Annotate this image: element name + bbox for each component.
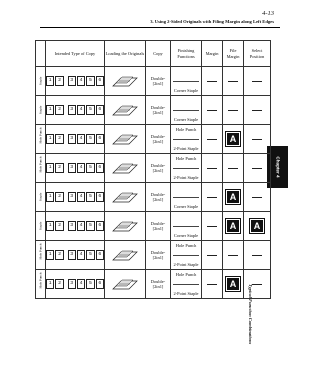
page-box: 5 xyxy=(86,250,94,260)
finishing-divider xyxy=(173,81,199,82)
dash xyxy=(252,110,262,111)
copy-mode-label: Double- [2in1] xyxy=(150,104,166,115)
copy-mode-label: Double- [2in1] xyxy=(150,133,166,144)
feeder-icon xyxy=(111,101,139,119)
finishing-bottom: Corner Staple xyxy=(173,232,199,238)
dash xyxy=(207,110,217,111)
page-box: 2 xyxy=(55,105,63,115)
select-position-cell xyxy=(244,183,271,212)
table-row xyxy=(36,154,271,183)
copy-mode-label: Double- [2in1] xyxy=(150,75,166,86)
select-position-cell xyxy=(244,212,271,241)
file-margin-icon: A xyxy=(225,218,241,234)
loading-originals-cell xyxy=(105,241,146,270)
header-rule xyxy=(40,27,280,28)
page-box: 3 xyxy=(68,105,76,115)
page-number: 4-13 xyxy=(262,10,274,17)
file-margin-cell xyxy=(223,154,244,183)
copy-mode-cell xyxy=(146,241,171,270)
margin-cell xyxy=(202,125,223,154)
intended-header: Intended Type of Copy xyxy=(46,41,105,67)
page-box: 5 xyxy=(86,192,94,202)
select-position-icon: A xyxy=(249,218,265,234)
page-box: 4 xyxy=(77,250,85,260)
loading-originals-cell xyxy=(105,212,146,241)
page-box: 3 xyxy=(68,192,76,202)
loading-originals-cell xyxy=(105,270,146,299)
margin-cell xyxy=(202,212,223,241)
table-row xyxy=(36,241,271,270)
page-box: 5 xyxy=(86,134,94,144)
copy-mode-cell xyxy=(146,125,171,154)
page-box: 2 xyxy=(55,192,63,202)
file-margin-cell xyxy=(223,96,244,125)
file-margin-cell xyxy=(223,212,244,241)
row-side-label: Hole Punch xyxy=(36,270,46,299)
finishing-bottom: Corner Staple xyxy=(173,203,199,209)
page-box: 1 xyxy=(46,76,54,86)
select-position-cell xyxy=(244,67,271,96)
finishing-bottom: 2-Point Staple xyxy=(173,145,199,151)
finishing-divider xyxy=(173,168,199,169)
page-box: 4 xyxy=(77,163,85,173)
page-box: 5 xyxy=(86,279,94,289)
dash xyxy=(228,255,238,256)
feeder-icon xyxy=(111,217,139,235)
page-box: 1 xyxy=(46,163,54,173)
page-box: 3 xyxy=(68,134,76,144)
finishing-cell xyxy=(171,125,202,154)
page-box: 5 xyxy=(86,163,94,173)
intended-copy-illustration xyxy=(46,183,105,212)
page-box: 3 xyxy=(68,163,76,173)
finishing-cell xyxy=(171,241,202,270)
page-box: 1 xyxy=(46,250,54,260)
page-box: 3 xyxy=(68,279,76,289)
copy-mode-label: Double- [2in1] xyxy=(150,278,166,289)
page-box: 4 xyxy=(77,221,85,231)
loading-originals-cell xyxy=(105,125,146,154)
section-title: 3. Using 2-Sided Originals with Filing Margin along Left Edges xyxy=(150,19,274,24)
finishing-top: Hole Punch xyxy=(175,243,197,248)
select-position-cell xyxy=(244,241,271,270)
copy-mode-cell xyxy=(146,183,171,212)
finishing-cell xyxy=(171,154,202,183)
side-section-label: Typical Function Combinations xyxy=(248,284,253,345)
page-box: 5 xyxy=(86,76,94,86)
finishing-divider xyxy=(173,139,199,140)
page-box: 2 xyxy=(55,221,63,231)
copy-mode-label: Double- [2in1] xyxy=(150,191,166,202)
margin-cell xyxy=(202,67,223,96)
page-box: 6 xyxy=(96,76,104,86)
copy-mode-label: Double- [2in1] xyxy=(150,220,166,231)
finishing-divider xyxy=(173,284,199,285)
select-position-cell xyxy=(244,270,271,299)
file-margin-icon: A xyxy=(225,276,241,292)
page-box: 4 xyxy=(77,192,85,202)
page-box: 4 xyxy=(77,105,85,115)
feeder-icon xyxy=(111,72,139,90)
file-margin-header: File Margin xyxy=(223,41,244,67)
finishing-divider xyxy=(173,197,199,198)
intended-copy-illustration xyxy=(46,212,105,241)
page-box: 3 xyxy=(68,221,76,231)
row-side-label: Hole Punch xyxy=(36,125,46,154)
table-row xyxy=(36,183,271,212)
finishing-bottom: 2-Point Staple xyxy=(173,261,199,267)
margin-cell xyxy=(202,241,223,270)
page-box: 6 xyxy=(96,279,104,289)
finishing-cell xyxy=(171,212,202,241)
copy-mode-label: Double- [2in1] xyxy=(150,162,166,173)
copy-mode-cell xyxy=(146,67,171,96)
copy-mode-cell xyxy=(146,154,171,183)
row-side-label: Staple xyxy=(36,96,46,125)
feeder-icon xyxy=(111,159,139,177)
finishing-top: Hole Punch xyxy=(175,272,197,277)
dash xyxy=(207,168,217,169)
margin-cell xyxy=(202,96,223,125)
page-box: 1 xyxy=(46,134,54,144)
file-margin-cell xyxy=(223,241,244,270)
table-row xyxy=(36,67,271,96)
dash xyxy=(252,255,262,256)
finishing-divider xyxy=(173,255,199,256)
dash xyxy=(207,284,217,285)
page-box: 2 xyxy=(55,250,63,260)
finishing-bottom: 2-Point Staple xyxy=(173,290,199,296)
dash xyxy=(228,81,238,82)
dash xyxy=(252,168,262,169)
finishing-divider xyxy=(173,110,199,111)
copy-mode-label: Double- [2in1] xyxy=(150,249,166,260)
table-row xyxy=(36,212,271,241)
page-box: 6 xyxy=(96,163,104,173)
copy-mode-cell xyxy=(146,212,171,241)
loading-originals-cell xyxy=(105,154,146,183)
dash xyxy=(252,139,262,140)
page-box: 6 xyxy=(96,105,104,115)
file-margin-icon: A xyxy=(225,131,241,147)
copy-mode-cell xyxy=(146,270,171,299)
dash xyxy=(252,284,262,285)
intended-copy-illustration xyxy=(46,270,105,299)
dash xyxy=(252,197,262,198)
select-position-cell xyxy=(244,125,271,154)
finishing-cell xyxy=(171,183,202,212)
dash xyxy=(207,226,217,227)
copy-header: Copy xyxy=(146,41,171,67)
finishing-cell xyxy=(171,270,202,299)
finishing-top: Hole Punch xyxy=(175,127,197,132)
file-margin-icon: A xyxy=(225,189,241,205)
margin-cell xyxy=(202,154,223,183)
page-box: 2 xyxy=(55,134,63,144)
page-box: 4 xyxy=(77,279,85,289)
page-box: 1 xyxy=(46,105,54,115)
dash xyxy=(207,197,217,198)
file-margin-cell xyxy=(223,67,244,96)
dash xyxy=(207,139,217,140)
page-box: 6 xyxy=(96,134,104,144)
finishing-bottom: 2-Point Staple xyxy=(173,174,199,180)
finishing-bottom: Corner Staple xyxy=(173,87,199,93)
margin-cell xyxy=(202,270,223,299)
intended-copy-illustration xyxy=(46,154,105,183)
loading-originals-cell xyxy=(105,67,146,96)
select-position-cell xyxy=(244,96,271,125)
page-box: 5 xyxy=(86,221,94,231)
dash xyxy=(252,81,262,82)
file-margin-cell xyxy=(223,183,244,212)
table-row xyxy=(36,125,271,154)
file-margin-cell xyxy=(223,270,244,299)
dash xyxy=(228,168,238,169)
page-box: 2 xyxy=(55,279,63,289)
dash xyxy=(207,255,217,256)
loading-originals-cell xyxy=(105,96,146,125)
row-side-label: Staple xyxy=(36,183,46,212)
dash xyxy=(207,81,217,82)
feeder-icon xyxy=(111,188,139,206)
page-box: 6 xyxy=(96,192,104,202)
page-box: 2 xyxy=(55,163,63,173)
margin-header: Margin xyxy=(202,41,223,67)
intended-copy-illustration xyxy=(46,241,105,270)
select-position-header: Select Position xyxy=(244,41,271,67)
page-box: 6 xyxy=(96,250,104,260)
row-side-label: Staple xyxy=(36,212,46,241)
table-row xyxy=(36,270,271,299)
page-box: 3 xyxy=(68,250,76,260)
finishing-cell xyxy=(171,96,202,125)
select-position-cell xyxy=(244,154,271,183)
page-box: 1 xyxy=(46,221,54,231)
chapter-tab: Chapter 4 xyxy=(267,146,288,188)
table-row xyxy=(36,96,271,125)
finishing-header: Finishing Functions xyxy=(171,41,202,67)
page-box: 4 xyxy=(77,76,85,86)
finishing-divider xyxy=(173,226,199,227)
row-side-label: Staple xyxy=(36,67,46,96)
side-header xyxy=(36,41,46,67)
row-side-label: Hole Punch xyxy=(36,241,46,270)
feeder-icon xyxy=(111,130,139,148)
page-box: 3 xyxy=(68,76,76,86)
page-box: 6 xyxy=(96,221,104,231)
page-box: 2 xyxy=(55,76,63,86)
margin-cell xyxy=(202,183,223,212)
intended-copy-illustration xyxy=(46,67,105,96)
loading-originals-cell xyxy=(105,183,146,212)
finishing-bottom: Corner Staple xyxy=(173,116,199,122)
finishing-cell xyxy=(171,67,202,96)
file-margin-cell xyxy=(223,125,244,154)
feeder-icon xyxy=(111,246,139,264)
intended-copy-illustration xyxy=(46,125,105,154)
dash xyxy=(228,110,238,111)
row-side-label: Hole Punch xyxy=(36,154,46,183)
finishing-top: Hole Punch xyxy=(175,156,197,161)
loading-header: Loading the Originals xyxy=(105,41,146,67)
feeder-icon xyxy=(111,275,139,293)
combination-table xyxy=(35,40,271,299)
copy-mode-cell xyxy=(146,96,171,125)
page-box: 4 xyxy=(77,134,85,144)
page-box: 1 xyxy=(46,192,54,202)
intended-copy-illustration xyxy=(46,96,105,125)
page-box: 1 xyxy=(46,279,54,289)
page-box: 5 xyxy=(86,105,94,115)
